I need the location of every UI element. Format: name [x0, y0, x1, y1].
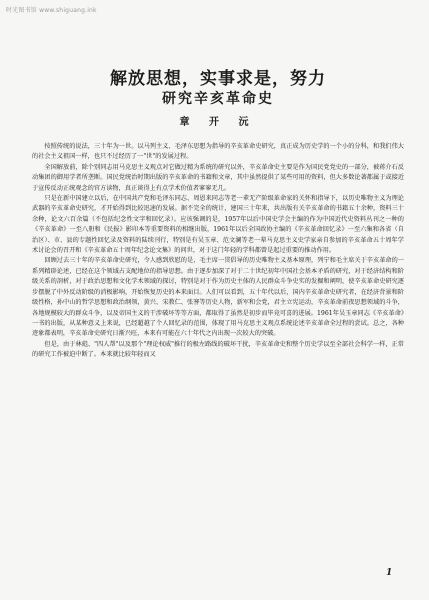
article-body [32, 142, 404, 361]
body-paragraph: 按照传统的说法，三十年为一世。以马列主义、毛泽东思想为指导的辛亥革命史研究，真正成为历史学的一个小的分科，和我们伟大的社会主义祖国一样，也只不过经历了一"世"的发展过程。 [32, 143, 404, 161]
body-paragraph: 全国解放前，除个别同志用马克思主义观点对它做过精为系统的研究以外，辛亥革命史主要是作为国民党党史的一部分，被蒋介石反动集团的御用学者所垄断。国民党统治时期出版的辛亥革命的书籍和文章，其中虽然提供了某些可用的资料，但大多数论著都属于或接近于宣传反动正统观念的官方读物，真正谈得上有点学术价值者寥寥无几。 [32, 163, 404, 192]
body-paragraph: 回顾过去三十年的辛亥革命史研究，令人感到欣慰的是，毛主席一贯倡导的历史唯物主义基本原理，列宁和毛主席关于辛亥革命的一系列精辟论述，已经在这个领域占支配地位的指导思想。由于逐步加深了对于二十世纪初年中国社会基本矛盾的研究，对于经济结构和阶级关系的剖析，对于政治思想和文化学术领域的探讨，特别是对于作为历史主体的人民群众斗争史实的发掘和阐明，使辛亥革命史研究逐步摆脱了中外反动阶级的消极影响，开始恢复历史的本来面目。人们可以看到，五十年代以后，国内辛亥革命史研究者，在经济背景和阶级性格，孙中山的哲学思想和政治纲领，黄兴、宋教仁、张謇等历史人物，新军和会党，君主立宪运动，辛亥革命前夜思想领域的斗争，各地规模较大的群众斗争，以及帝国主义的干涉破坏等等方面，都取得了虽然是初步而毕竟可喜的进展。1961年吴玉章同志《辛亥革命》一书的出版，从某种意义上来说，已经超越了个人回忆录的范围，体现了用马克思主义观点系统论述辛亥革命全过程的尝试。总之，各种迹象都表明，辛亥革命史研究日渐兴旺，本来有可能在六十年代之内出现一次较大的突破。 [32, 257, 404, 338]
author-name: 章 开 沅 [179, 117, 257, 128]
article-title: 解放思想，实事求是，努力 [110, 69, 326, 89]
body-paragraph: 但是，由于林彪、"四人帮"以及那个"理论权威"推行的极左路线的破坏干扰，辛亥革命史和整个历史学以至全部社会科学一样，正常的研究工作被迫中断了。本来就比较年轻而又 [32, 340, 404, 359]
article-subtitle: 研究辛亥革命史 [162, 91, 274, 107]
page-number: 1 [386, 568, 393, 578]
body-paragraph: 只是在新中国建立以后，在中国共产党和毛泽东同志、周恩来同志等老一辈无产阶级革命家的关怀和指导下，以历史唯物主义为理论武器的辛亥革命史研究，才开始得到比较迅速的发展。据不完全的统计，建国三十年来，共出版有关辛亥革命的书籍五十余种，资料三十余种，论文六百余篇（不包括纪念性文字和回忆录）。应该强调的是，1957年以后中国史学会主编的作为中国近代史资料丛刊之一种的《辛亥革命》一至八册和《民报》影印本等重要资料的相继出版，1961年以后全国政协主编的《辛亥革命回忆录》一至六集和各省（自治区）、市、县的专题性回忆录及资料的陆续刊行，特别是有吴玉章、范文澜等老一辈马克思主义史学家亲自参加的辛亥革命五十周年学术讨论会的召开和《辛亥革命五十周年纪念论文集》的问世，对于这门年轻的学科都曾是起过重要的推动作用。 [32, 195, 404, 255]
watermark: 时光图书馆 www.shiguang.ink [6, 7, 97, 14]
